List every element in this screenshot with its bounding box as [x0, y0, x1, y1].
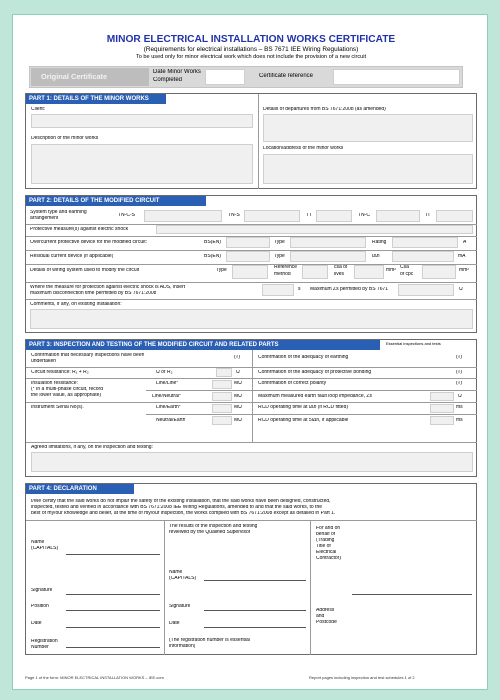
declaration-line3: best of my/our knowledge and belief, at the time of my/our inspection, the works complied with BS 7671:2008 except as detailed in Part 1.	[31, 511, 336, 516]
qs-name-label: Name	[169, 570, 183, 575]
earthing-tt: TT	[306, 213, 313, 218]
qs-signature-label: Signature	[169, 604, 191, 609]
results-line2: reviewed by the Qualified Supervisor	[169, 530, 251, 535]
overcurrent-type-label: Type	[274, 240, 285, 245]
completed-label: Completed	[153, 77, 183, 83]
location-field[interactable]	[263, 154, 473, 184]
part4-section	[25, 483, 477, 655]
adequacy-earthing-tick[interactable]: (√)	[456, 355, 463, 360]
max-loop-field[interactable]	[430, 392, 454, 401]
footer-right: Report pages including inspection and test schedules 1 of 2	[309, 676, 415, 680]
lives-label: lives	[334, 272, 345, 277]
part1-section	[25, 93, 477, 189]
circuit-resistance-label: Circuit resistance: R₁ + R₂	[31, 370, 89, 375]
usage-note: To be used only for minor electrical work which does not include the provision of a new circuit	[135, 54, 367, 60]
address-label: Address	[316, 608, 335, 613]
circuit-resistance-field[interactable]	[216, 368, 232, 377]
for-behalf-3: (Trading	[316, 538, 335, 543]
postcode-label: Postcode	[316, 620, 337, 625]
comments-label: Comments, if any, on existing installation:	[30, 302, 122, 307]
disconnection-time-unit: s	[298, 287, 301, 292]
departures-label: Details of departures from BS 7671:2008 (as amended)	[263, 107, 386, 112]
departures-field[interactable]	[263, 114, 473, 142]
for-behalf-5: Electrical	[316, 550, 337, 555]
comments-field[interactable]	[30, 309, 473, 329]
rcd-time-label: RCD operating time at IΔn (if RCD fitted)	[258, 405, 349, 410]
client-field[interactable]	[31, 114, 253, 128]
rcd-bsen-field[interactable]	[226, 251, 270, 262]
certificate-reference-field[interactable]	[333, 69, 460, 85]
neutral-earth-unit: MΩ	[234, 418, 242, 423]
earthing-tnc-field[interactable]	[376, 210, 420, 222]
or-r2-label: Ω or R₂	[156, 370, 173, 375]
csa-lives-field[interactable]	[354, 265, 384, 279]
date-label: Date	[31, 621, 42, 626]
earthing-tncs-field[interactable]	[144, 210, 222, 222]
declaration-line2: inspected, tested and verified in accordance with BS 7671:2008 IEE Wiring Regulations, amended to and that the said works, to the	[31, 505, 323, 510]
rcd-time-field[interactable]	[430, 404, 454, 413]
certificate-reference-label: Certificate reference	[259, 73, 314, 79]
rcd-type-field[interactable]	[290, 251, 366, 262]
registration-label: Registration	[31, 639, 58, 644]
csa-cpc-unit: mm²	[459, 268, 469, 273]
line-neutral-unit: MΩ	[234, 394, 242, 399]
registration-number-label: Number	[31, 645, 49, 650]
for-behalf-1: For and on	[316, 526, 341, 531]
location-label: Location/address of the minor works	[263, 146, 344, 151]
qs-date-label: Date	[169, 621, 180, 626]
earthing-it-field[interactable]	[436, 210, 473, 222]
neutral-earth-label: Neutral/Earth	[156, 418, 186, 423]
results-line1: The results of the inspection and testing	[169, 524, 258, 529]
insulation-resistance-label: Insulation resistance:	[31, 381, 78, 386]
csa-lives-unit: mm²	[386, 268, 396, 273]
confirm-inspections-line1: Confirmation that necessary inspections have been	[31, 353, 145, 358]
protective-measure-field[interactable]	[156, 225, 473, 234]
date-completed-field[interactable]	[205, 69, 245, 85]
earthing-tnc: TN-C	[358, 213, 370, 218]
rcd-bsen-label: BS(EN)	[204, 254, 221, 259]
position-label: Position	[31, 604, 49, 609]
rating-label: Rating	[372, 240, 387, 245]
reference-method-field[interactable]	[302, 265, 328, 279]
essential-tests-note: Essential inspections and tests	[386, 342, 441, 346]
date-minor-works-label: Date Minor Works	[153, 69, 201, 75]
arrangement-label: arrangement	[30, 216, 59, 221]
part4-heading: PART 4: DECLARATION	[26, 484, 134, 494]
rcd-label: Residual current device (if applicable)	[30, 254, 114, 259]
reference-label: Reference	[274, 265, 298, 270]
max-loop-unit: Ω	[458, 394, 462, 399]
part1-heading: PART 1: DETAILS OF THE MINOR WORKS	[26, 94, 166, 104]
line-earth-field[interactable]	[212, 404, 232, 413]
confirm-inspections-line2: undertaken	[31, 359, 57, 364]
max-zs-label: Maximum Zs permitted by BS 7671	[310, 287, 389, 292]
circuit-resistance-unit: Ω	[236, 370, 240, 375]
method-label: method	[274, 272, 291, 277]
confirm-inspections-tick[interactable]: (√)	[234, 355, 241, 360]
max-zs-unit: Ω	[459, 287, 463, 292]
agreed-limitations-label: Agreed limitations, if any, on the inspection and testing:	[31, 445, 153, 450]
rcd-time-unit: ms	[456, 405, 463, 410]
overcurrent-type-field[interactable]	[290, 237, 366, 248]
instrument-serial-label: Instrument Serial No(s).	[31, 405, 84, 410]
qs-capitals-label: (CAPITALS)	[169, 576, 197, 581]
rcd-idn-label: IΔn	[372, 254, 380, 259]
adequacy-bonding-tick[interactable]: (√)	[456, 370, 463, 375]
line-earth-unit: MΩ	[234, 405, 242, 410]
rcd-5x-field[interactable]	[430, 416, 454, 425]
line-neutral-field[interactable]	[212, 392, 232, 401]
line-line-unit: MΩ	[234, 381, 242, 386]
earthing-tncs: TN-C-S	[118, 213, 135, 218]
rating-field[interactable]	[392, 237, 458, 248]
agreed-limitations-field[interactable]	[31, 452, 473, 472]
max-zs-field[interactable]	[398, 284, 454, 296]
csa-cpc-field[interactable]	[422, 265, 456, 279]
adequacy-earthing-label: Confirmation of the adequacy of earthing	[258, 355, 349, 360]
overcurrent-bsen-field[interactable]	[226, 237, 270, 248]
rcd-idn-field[interactable]	[392, 251, 454, 262]
disconnection-time-field[interactable]	[262, 284, 294, 296]
max-loop-label: Maximum measured earth fault loop impedance, Zs	[258, 394, 372, 399]
overcurrent-bsen-label: BS(EN)	[204, 240, 221, 245]
earthing-tt-field[interactable]	[316, 210, 352, 222]
part3-heading: PART 3: INSPECTION AND TESTING OF THE MODIFIED CIRCUIT AND RELATED PARTS	[26, 340, 380, 350]
csa-of-label: csa of	[334, 265, 348, 270]
wiring-type-label: Type	[216, 268, 227, 273]
line-neutral-label: Line/Neutral*	[152, 394, 181, 399]
client-label: Client:	[31, 107, 46, 112]
name-label: Name	[31, 540, 45, 545]
part3-section	[25, 339, 477, 477]
signature-label: Signature	[31, 588, 53, 593]
of-cpc-label: of cpc	[400, 272, 414, 277]
overcurrent-label: Overcurrent protective device for the modified circuit:	[30, 240, 147, 245]
insulation-note2: the lower value, as appropriate)	[31, 393, 102, 398]
wiring-type-field[interactable]	[232, 265, 268, 279]
certificate-title: MINOR ELECTRICAL INSTALLATION WORKS CERTIFICATE	[106, 34, 396, 45]
original-certificate-label: Original Certificate	[41, 73, 108, 81]
rcd-5x-label: RCD operating time at 5IΔn, if applicable	[258, 418, 349, 423]
for-behalf-2: behalf of	[316, 532, 336, 537]
rcd-unit: mA	[458, 254, 466, 259]
correct-polarity-tick[interactable]: (√)	[456, 381, 463, 386]
line-line-field[interactable]	[212, 380, 232, 389]
capitals-label: (CAPITALS)	[31, 546, 59, 551]
registration-note1: (The registration number is essential	[169, 638, 250, 643]
part2-heading: PART 2: DETAILS OF THE MODIFIED CIRCUIT	[26, 196, 206, 206]
rcd-type-label: Type	[274, 254, 285, 259]
line-earth-label: Line/Earth*	[156, 405, 181, 410]
earthing-tns: TN-S	[228, 213, 240, 218]
declaration-line1: I/We certify that the said works do not impair the safety of the existing installation, that the said works have been designed, constructed,	[31, 499, 331, 504]
correct-polarity-label: Confirmation of correct polarity	[258, 381, 327, 386]
where-line1: Where the measure for protection against electric shock is ADS, insert	[30, 285, 186, 290]
rcd-5x-unit: ms	[456, 418, 463, 423]
and-label: and	[316, 614, 325, 619]
protective-measure-label: Protective measure(s) against electric shock	[30, 227, 129, 232]
earthing-it: IT	[426, 213, 431, 218]
csa-label: Csa	[400, 265, 409, 270]
for-behalf-6: Contractor)	[316, 556, 342, 561]
registration-note2: information)	[169, 644, 196, 649]
certificate-subtitle: (Requirements for electrical installations – BS 7671 IEE Wiring Regulations)	[143, 46, 359, 53]
earthing-tns-field[interactable]	[244, 210, 300, 222]
footer-left: Page 1 of the form: MINOR ELECTRICAL INSTALLATION WORKS – IEE.com	[25, 676, 164, 680]
where-line2: maximum disconnection time permitted by BS 7671:2008	[30, 291, 157, 296]
neutral-earth-field[interactable]	[212, 416, 232, 425]
insulation-note1: (* In a multi-phase circuit, record	[31, 387, 103, 392]
certificate-page	[12, 14, 488, 690]
system-type-label: System type and earthing	[30, 210, 87, 215]
rating-unit: A	[463, 240, 467, 245]
wiring-label: Details of wiring system used to modify the circuit	[30, 268, 140, 273]
adequacy-bonding-label: Confirmation of the adequacy of protective bonding	[258, 370, 372, 375]
description-field[interactable]	[31, 144, 253, 184]
part2-section	[25, 195, 477, 333]
for-behalf-4: Title of	[316, 544, 331, 549]
description-label: Description of the minor works	[31, 136, 99, 141]
line-line-label: Line/Line*	[156, 381, 179, 386]
